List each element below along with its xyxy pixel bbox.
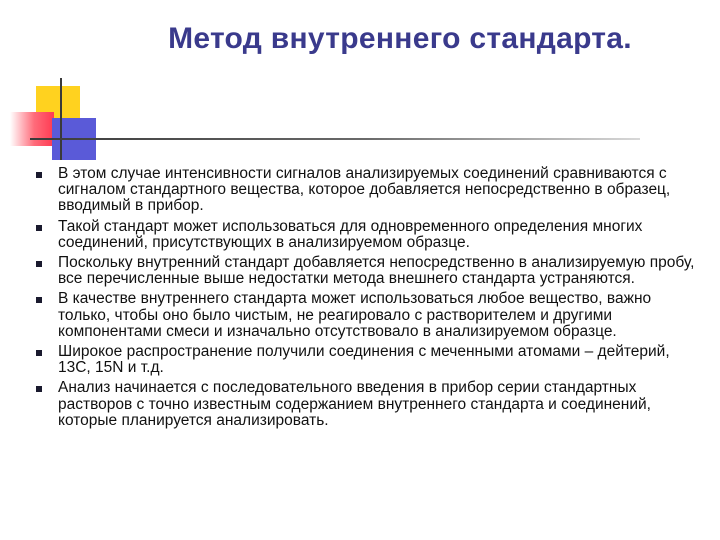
bullet-item xyxy=(36,166,701,215)
bullet-item xyxy=(36,255,701,287)
square-bullet-icon xyxy=(36,350,42,356)
bullet-text: Такой стандарт может использоваться для одновременного определения многих соединений, присутствующих в анализируемом образце. xyxy=(58,217,643,251)
bullet-text: Широкое распространение получили соединения с меченными атомами – дейтерий, 13C, 15N и т.д. xyxy=(58,343,670,377)
slide-title: Метод внутреннего стандарта. xyxy=(168,22,632,55)
bullet-text: Поскольку внутренний стандарт добавляется непосредственно в анализируемую пробу, все перечисленные выше недостатки метода внешнего стандарта устраняются. xyxy=(58,254,695,288)
bullet-item xyxy=(36,380,701,429)
square-bullet-icon xyxy=(36,225,42,231)
bullet-item xyxy=(36,344,701,376)
decor-red-square xyxy=(10,112,54,146)
bullet-list xyxy=(36,166,701,433)
bullet-item xyxy=(36,291,701,340)
bullet-text: Анализ начинается с последовательного введения в прибор серии стандартных растворов с точно известным содержанием внутреннего стандарта и соединений, которые планируется анализировать. xyxy=(58,379,651,429)
bullet-text: В этом случае интенсивности сигналов анализируемых соединений сравниваются с сигналом стандартного вещества, которое добавляется непосредственно в образец, вводимый в прибор. xyxy=(58,165,671,215)
square-bullet-icon xyxy=(36,386,42,392)
bullet-item xyxy=(36,219,701,251)
square-bullet-icon xyxy=(36,172,42,178)
square-bullet-icon xyxy=(36,297,42,303)
decor-vertical-line xyxy=(60,78,62,160)
square-bullet-icon xyxy=(36,261,42,267)
decor-horizontal-rule xyxy=(30,138,640,140)
bullet-text: В качестве внутреннего стандарта может использоваться любое вещество, важно только, чтобы оно было чистым, не реагировало с растворителем и другими компонентами смеси и изначально отсутствовало в анализируемом образце. xyxy=(58,290,652,340)
